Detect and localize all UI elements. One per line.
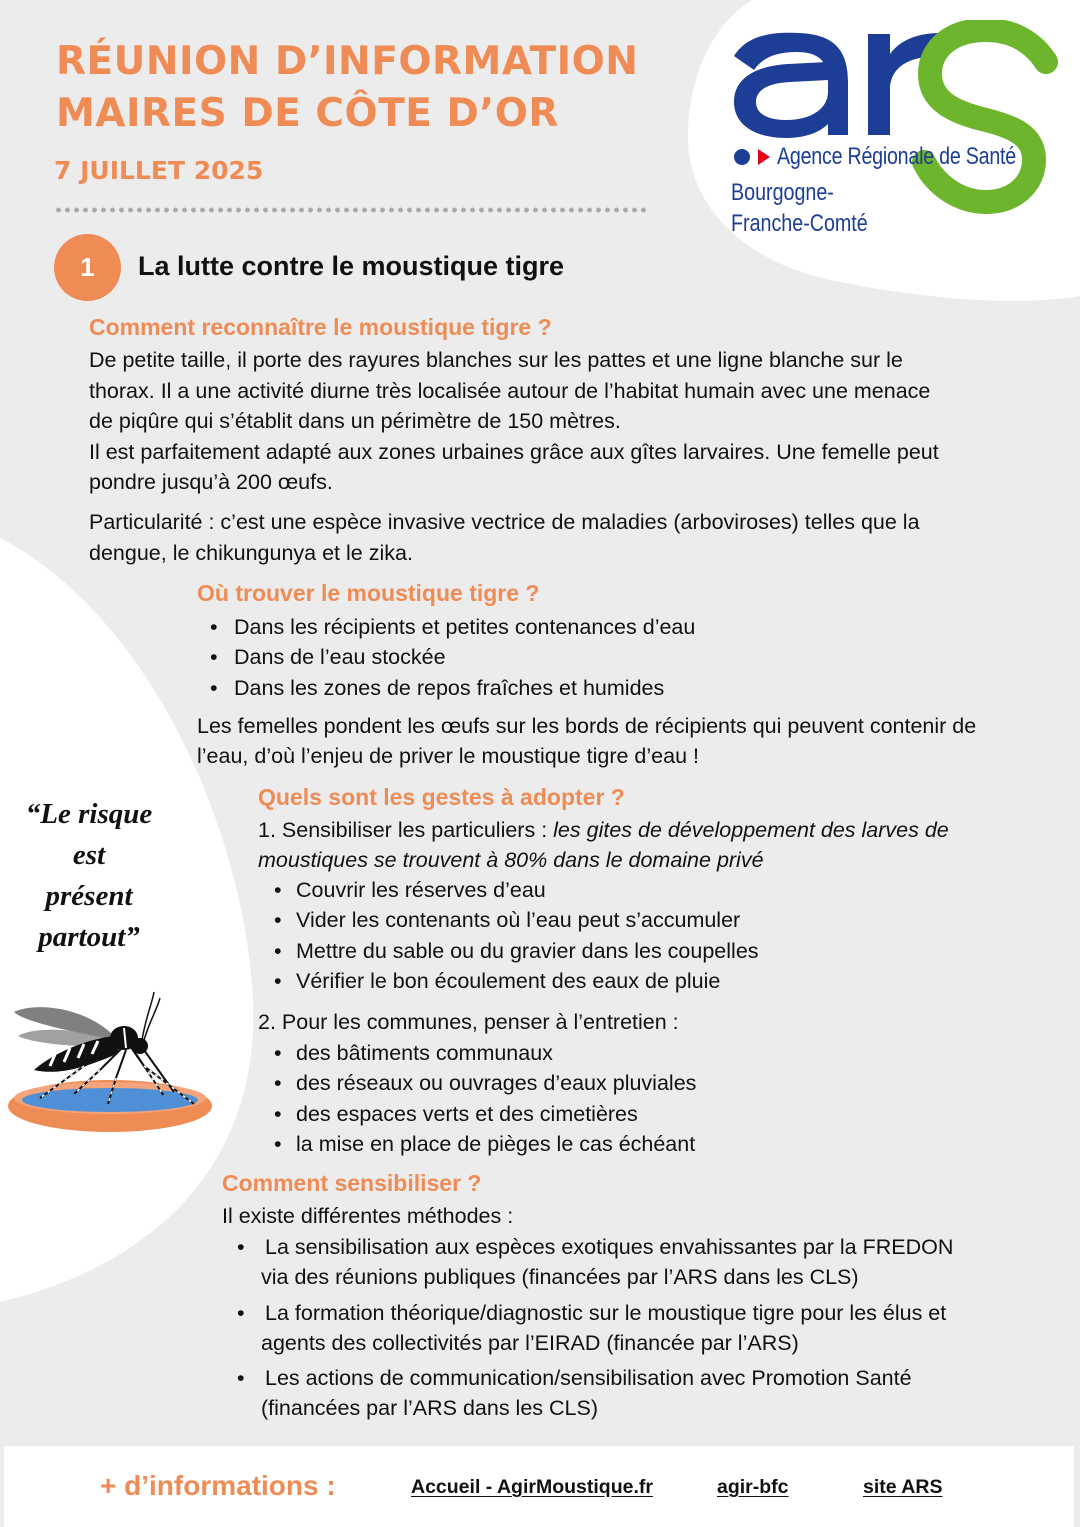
list-item-line: (financées par l’ARS dans les CLS)	[261, 1396, 598, 1421]
particularity-paragraph	[89, 507, 1064, 568]
link-agir-bfc[interactable]: agir-bfc	[717, 1476, 789, 1498]
particularity-line: Particularité : c’est une espèce invasive vectrice de maladies (arboviroses) telles que la	[89, 510, 920, 534]
gestures-step-2: 2. Pour les communes, penser à l’entretien :	[258, 1010, 679, 1034]
where-heading: Où trouver le moustique tigre ?	[197, 580, 540, 606]
quote-line: est	[72, 839, 106, 871]
ars-agency-name: Agence Régionale de Santé	[777, 143, 1016, 170]
recognize-line: De petite taille, il porte des rayures blanches sur les pattes et une ligne blanche sur le	[89, 348, 903, 372]
risk-quote	[14, 794, 164, 958]
gestures-step-1	[258, 815, 1058, 875]
quote-line: présent	[45, 880, 133, 912]
title-line-2: MAIRES DE CÔTE D’OR	[56, 91, 559, 136]
recognize-line: pondre jusqu’à 200 œufs.	[89, 470, 333, 494]
list-item: • Mettre du sable ou du gravier dans les coupelles	[258, 936, 759, 966]
step-1-list	[258, 875, 759, 997]
list-item: • des bâtiments communaux	[258, 1038, 696, 1068]
list-item: • des espaces verts et des cimetières	[258, 1099, 696, 1129]
ars-region-line-2: Franche-Comté	[731, 210, 868, 237]
recognize-line: Il est parfaitement adapté aux zones urbaines grâce aux gîtes larvaires. Une femelle peut	[89, 439, 939, 464]
where-paragraph	[197, 712, 1067, 771]
link-site-ars[interactable]: site ARS	[863, 1476, 943, 1498]
ars-region-line-1: Bourgogne-	[731, 179, 834, 206]
list-item	[222, 1232, 1062, 1293]
step-1-italic-b: moustiques se trouvent à 80% dans le domaine privé	[258, 848, 764, 872]
list-item-line: • La sensibilisation aux espèces exotiques envahissantes par la FREDON	[265, 1235, 954, 1259]
awareness-list	[222, 1232, 1062, 1429]
list-item: • la mise en place de pièges le cas échéant	[258, 1129, 696, 1159]
list-item: • Vérifier le bon écoulement des eaux de pluie	[258, 966, 759, 996]
list-item-line: • La formation théorique/diagnostic sur le moustique tigre pour les élus et	[265, 1300, 947, 1325]
list-item: • Vider les contenants où l’eau peut s’accumuler	[258, 905, 759, 935]
mosquito-illustration	[4, 986, 216, 1140]
link-agirmoustique[interactable]: Accueil - AgirMoustique.fr	[411, 1476, 653, 1498]
list-item: • Dans les récipients et petites contenances d’eau	[197, 612, 695, 642]
where-line: l’eau, d’où l’enjeu de priver le moustique tigre d’eau !	[197, 743, 699, 768]
list-item-line: agents des collectivités par l’EIRAD (financée par l’ARS)	[261, 1330, 799, 1355]
recognize-line: de piqûre qui s’établit dans un périmètre de 150 mètres.	[89, 409, 621, 433]
more-info-label: + d’informations :	[100, 1470, 336, 1501]
step-1-prefix: 1. Sensibiliser les particuliers :	[258, 818, 554, 842]
list-item: • Dans les zones de repos fraîches et humides	[197, 673, 695, 703]
quote-line: “Le risque	[25, 798, 153, 830]
awareness-heading: Comment sensibiliser ?	[222, 1170, 482, 1196]
list-item	[222, 1363, 1062, 1424]
section-title: La lutte contre le moustique tigre	[138, 251, 565, 281]
list-item	[222, 1298, 1062, 1359]
dotted-divider	[54, 207, 648, 213]
gestures-heading: Quels sont les gestes à adopter ?	[258, 784, 625, 810]
where-line: Les femelles pondent les œufs sur les bords de récipients qui peuvent contenir de	[197, 714, 977, 738]
section-number-badge: 1	[54, 234, 121, 301]
particularity-line: dengue, le chikungunya et le zika.	[89, 540, 413, 565]
where-list	[197, 612, 695, 703]
step-1-italic-a: les gites de développement des larves de	[553, 818, 949, 842]
recognize-paragraph	[89, 345, 1064, 498]
list-item: • Dans de l’eau stockée	[197, 642, 695, 672]
title-line-1: RÉUNION D’INFORMATION	[56, 39, 639, 84]
meeting-date: 7 JUILLET 2025	[54, 156, 264, 185]
ars-region	[731, 177, 868, 239]
recognize-line: thorax. Il a une activité diurne très localisée autour de l’habitat humain avec une menace	[89, 378, 931, 403]
list-item-line: • Les actions de communication/sensibilisation avec Promotion Santé	[265, 1366, 912, 1391]
step-2-list	[258, 1038, 696, 1160]
list-item-line: via des réunions publiques (financées par l’ARS dans les CLS)	[261, 1265, 859, 1290]
list-item: • Couvrir les réserves d’eau	[258, 875, 759, 905]
page-title	[56, 36, 638, 140]
awareness-intro: Il existe différentes méthodes :	[222, 1204, 514, 1228]
quote-line: partout”	[38, 921, 140, 953]
recognize-heading: Comment reconnaître le moustique tigre ?	[89, 314, 552, 340]
list-item: • des réseaux ou ouvrages d’eaux pluviales	[258, 1068, 696, 1098]
